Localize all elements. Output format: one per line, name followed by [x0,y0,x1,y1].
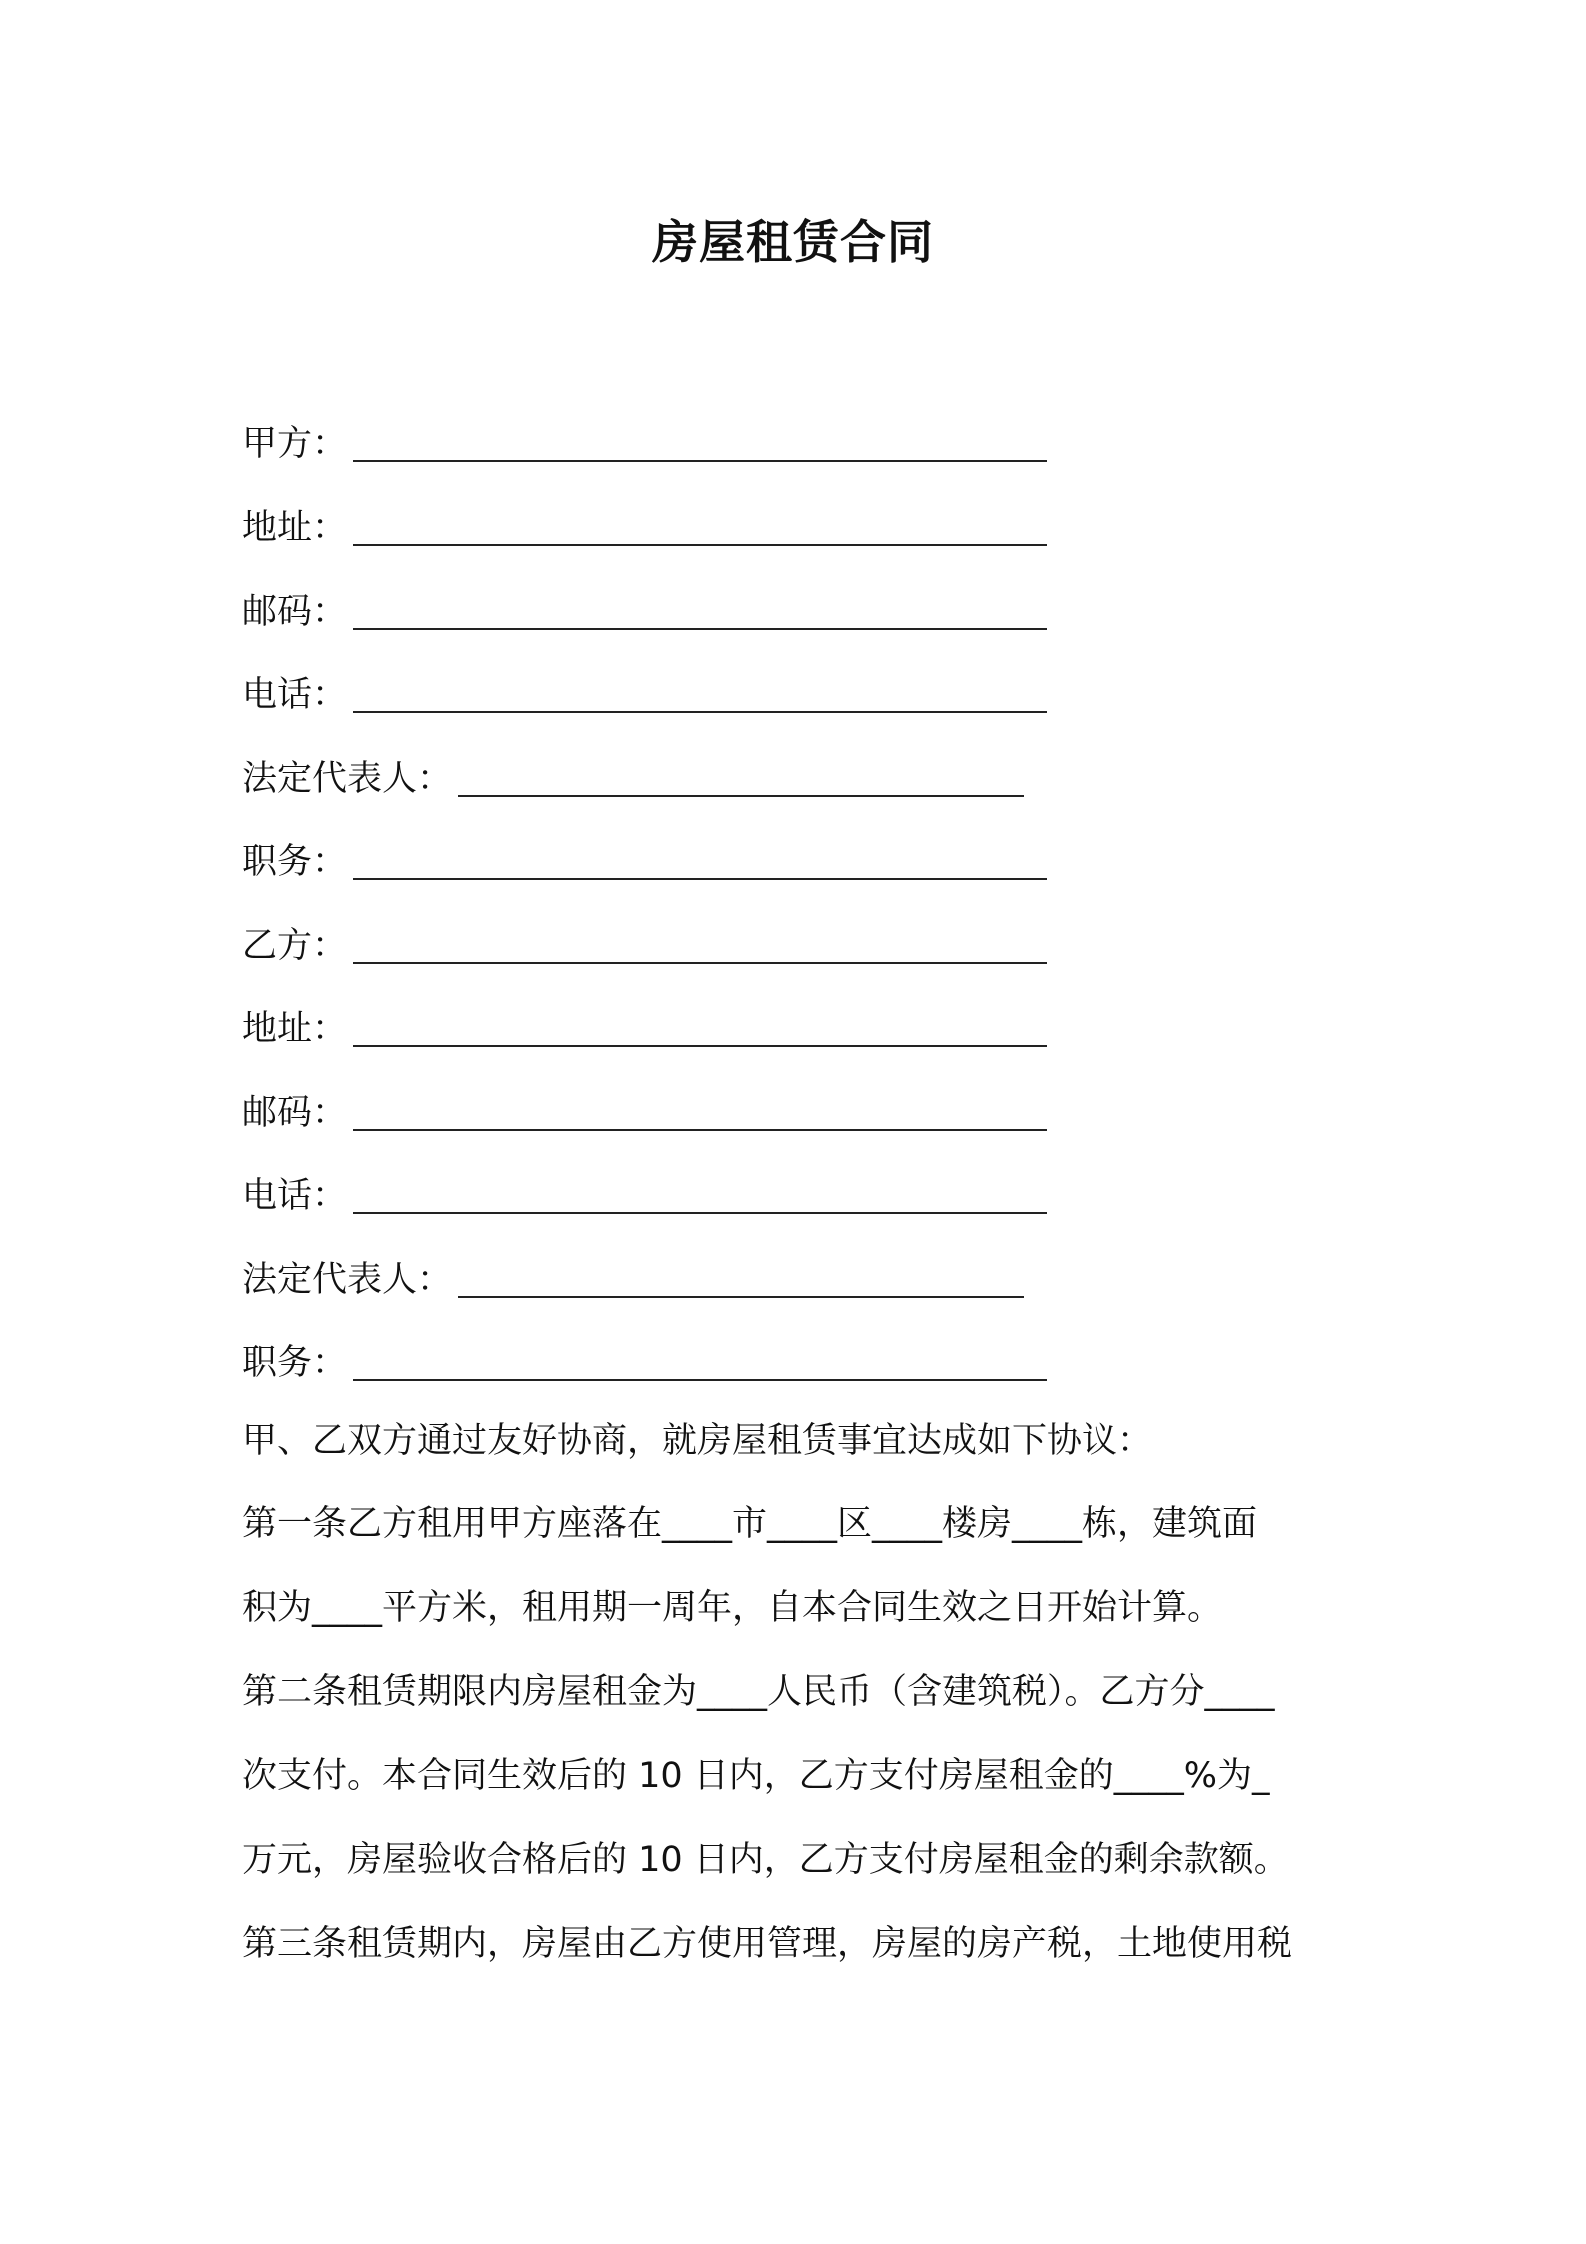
party-b-address-field [242,1005,1047,1053]
article-2-line-3: 万元，房屋验收合格后的 10 日内，乙方支付房屋租金的剩余款额。 [242,1840,1289,1880]
party-b-postcode-label: 邮码： [242,1093,348,1133]
article-1-line-1: 第一条乙方租用甲方座落在____市____区____楼房____栋，建筑面 [242,1504,1258,1544]
party-b-position-blank [353,1349,1047,1381]
party-b-phone-field [242,1172,1047,1220]
article-1-line-2: 积为____平方米，租用期一周年，自本合同生效之日开始计算。 [242,1588,1223,1628]
party-a-phone-label: 电话： [242,675,348,715]
party-b-name-field [242,922,1047,970]
party-a-legal-rep-label: 法定代表人： [242,759,453,799]
article-2-line-2: 次支付。本合同生效后的 10 日内，乙方支付房屋租金的____%为_ [242,1756,1270,1796]
party-b-legal-rep-label: 法定代表人： [242,1260,453,1300]
party-a-address-blank [353,514,1047,546]
party-a-name-field [242,420,1047,468]
party-a-phone-blank [353,681,1047,713]
party-a-position-field [242,838,1047,886]
party-a-postcode-label: 邮码： [242,592,348,632]
party-a-name-blank [353,430,1047,462]
article-3-line-1: 第三条租赁期内，房屋由乙方使用管理，房屋的房产税，土地使用税 [242,1924,1293,1964]
party-a-phone-field [242,671,1047,719]
party-b-postcode-field [242,1089,1047,1137]
party-a-address-label: 地址： [242,508,348,548]
party-b-position-field [242,1339,1047,1387]
party-b-legal-rep-blank [458,1266,1024,1298]
party-b-name-blank [353,932,1047,964]
article-2-line-1: 第二条租赁期限内房屋租金为____人民币（含建筑税）。乙方分____ [242,1672,1275,1712]
party-a-address-field [242,504,1047,552]
party-b-address-label: 地址： [242,1009,348,1049]
party-a-name-label: 甲方： [242,424,348,464]
party-a-position-blank [353,848,1047,880]
party-b-position-label: 职务： [242,1343,348,1383]
party-b-name-label: 乙方： [242,926,348,966]
party-b-legal-rep-field [242,1256,1024,1304]
party-a-postcode-blank [353,598,1047,630]
party-b-phone-label: 电话： [242,1176,348,1216]
party-b-postcode-blank [353,1099,1047,1131]
document-title: 房屋租赁合同 [652,215,934,269]
party-a-legal-rep-blank [458,765,1024,797]
party-a-legal-rep-field [242,755,1024,803]
party-a-position-label: 职务： [242,842,348,882]
intro-paragraph: 甲、乙双方通过友好协商，就房屋租赁事宜达成如下协议： [242,1421,1153,1461]
party-b-phone-blank [353,1182,1047,1214]
party-b-address-blank [353,1015,1047,1047]
party-a-postcode-field [242,588,1047,636]
